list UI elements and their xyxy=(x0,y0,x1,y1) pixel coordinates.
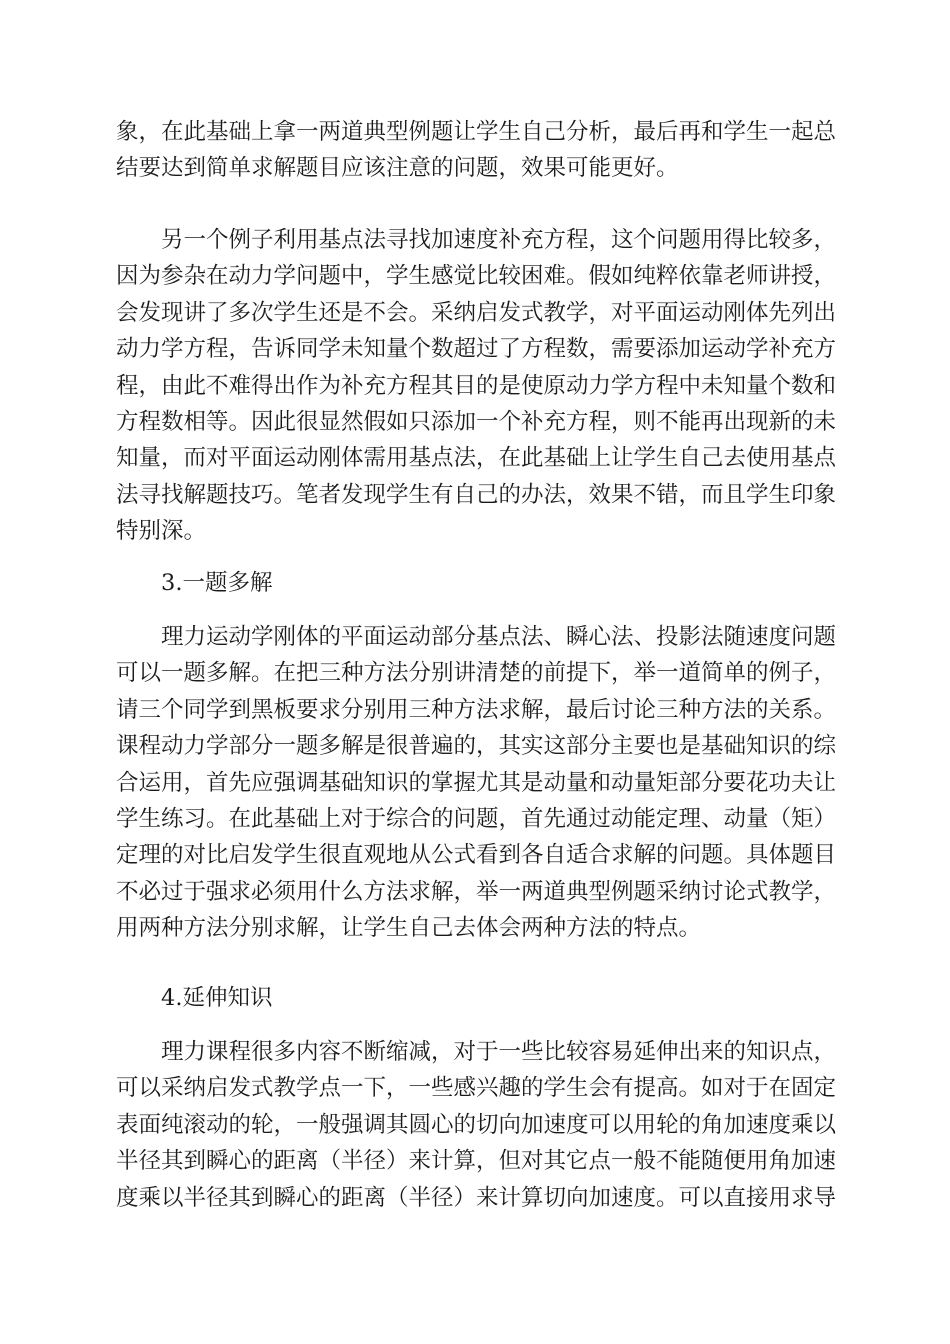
section-heading-multiple-solutions: 3.一题多解 xyxy=(161,570,273,596)
paragraph-continuation xyxy=(116,114,837,187)
text-line: 另一个例子利用基点法寻找加速度补充方程，这个问题用得比较多， xyxy=(161,227,837,253)
text-line: 课程动力学部分一题多解是很普遍的，其实这部分主要也是基础知识的综 xyxy=(116,733,837,760)
text-line: 方程数相等。因此很显然假如只添加一个补充方程，则不能再出现新的未 xyxy=(116,408,837,435)
text-line: 学生练习。在此基础上对于综合的问题，首先通过动能定理、动量（矩） xyxy=(116,805,837,832)
text-line: 象，在此基础上拿一两道典型例题让学生自己分析，最后再和学生一起总 xyxy=(116,119,837,145)
text-line: 法寻找解题技巧。笔者发现学生有自己的办法，效果不错，而且学生印象 xyxy=(116,481,837,508)
paragraph-base-point-method xyxy=(116,222,837,550)
paragraph-extending-knowledge xyxy=(116,1034,837,1216)
text-line: 理力课程很多内容不断缩减，对于一些比较容易延伸出来的知识点， xyxy=(161,1039,837,1065)
paragraph-multiple-solutions xyxy=(116,619,837,947)
text-line: 因为参杂在动力学问题中，学生感觉比较困难。假如纯粹依靠老师讲授， xyxy=(116,263,837,290)
text-line: 会发现讲了多次学生还是不会。采纳启发式教学，对平面运动刚体先列出 xyxy=(116,299,837,326)
section-heading-extending-knowledge: 4.延伸知识 xyxy=(161,985,273,1011)
text-line: 程，由此不难得出作为补充方程其目的是使原动力学方程中未知量个数和 xyxy=(116,372,837,399)
text-line: 请三个同学到黑板要求分别用三种方法求解，最后讨论三种方法的关系。 xyxy=(116,696,837,723)
text-line: 可以一题多解。在把三种方法分别讲清楚的前提下，举一道简单的例子， xyxy=(116,660,837,687)
text-line: 定理的对比启发学生很直观地从公式看到各自适合求解的问题。具体题目 xyxy=(116,842,837,869)
text-line: 结要达到简单求解题目应该注意的问题，效果可能更好。 xyxy=(116,155,679,182)
text-line: 用两种方法分别求解，让学生自己去体会两种方法的特点。 xyxy=(116,915,702,942)
text-line: 表面纯滚动的轮，一般强调其圆心的切向加速度可以用轮的角加速度乘以 xyxy=(116,1111,837,1138)
text-line: 半径其到瞬心的距离（半径）来计算，但对其它点一般不能随便用角加速 xyxy=(116,1148,837,1175)
text-line: 动力学方程，告诉同学未知量个数超过了方程数，需要添加运动学补充方 xyxy=(116,336,837,363)
text-line: 知量，而对平面运动刚体需用基点法，在此基础上让学生自己去使用基点 xyxy=(116,445,837,472)
text-line: 度乘以半径其到瞬心的距离（半径）来计算切向加速度。可以直接用求导 xyxy=(116,1184,837,1211)
text-line: 理力运动学刚体的平面运动部分基点法、瞬心法、投影法随速度问题 xyxy=(161,624,837,650)
text-line: 合运用，首先应强调基础知识的掌握尤其是动量和动量矩部分要花功夫让 xyxy=(116,769,837,796)
text-line: 不必过于强求必须用什么方法求解，举一两道典型例题采纳讨论式教学， xyxy=(116,878,837,905)
text-line: 特别深。 xyxy=(116,518,207,545)
text-line: 可以采纳启发式教学点一下，一些感兴趣的学生会有提高。如对于在固定 xyxy=(116,1075,837,1102)
